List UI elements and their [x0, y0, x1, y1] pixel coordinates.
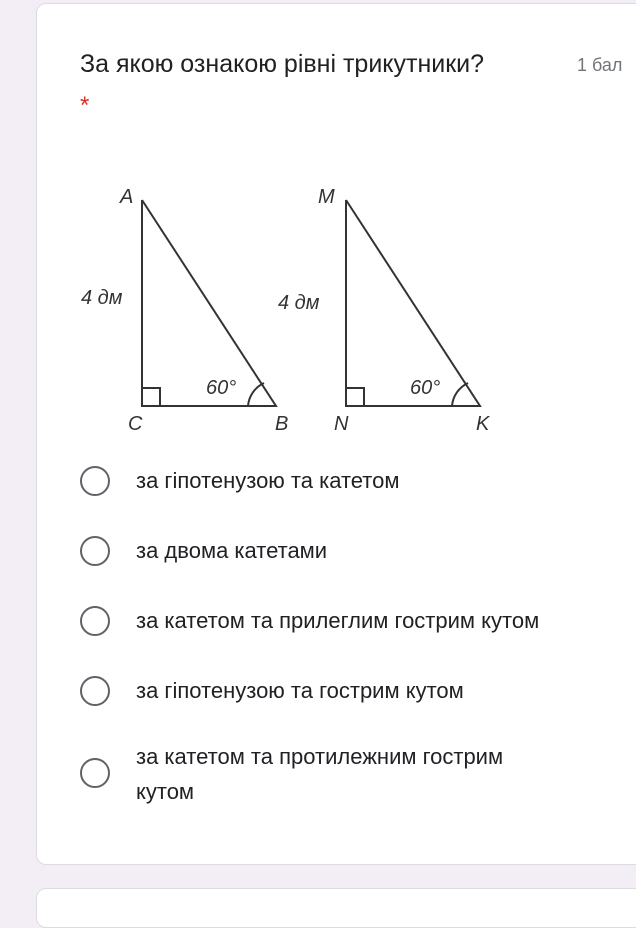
next-question-card: [36, 888, 636, 928]
vertex-n-label: N: [334, 413, 349, 435]
option-label-line1: за катетом та протилежним гострим: [136, 744, 504, 769]
angle-arc-b: [248, 383, 264, 406]
option-hypotenuse-leg[interactable]: [80, 462, 630, 502]
side-ac-label: 4 дм: [81, 287, 123, 309]
vertex-a-label: A: [120, 186, 134, 208]
option-label-line2: кутом: [136, 779, 195, 804]
radio-button[interactable]: [80, 758, 110, 788]
side-mn-label: 4 дм: [278, 292, 320, 314]
question-title: За якою ознакою рівні трикутники?: [80, 50, 485, 78]
triangle-mnk-outline: [346, 200, 480, 406]
option-label: за двома катетами: [136, 538, 328, 563]
triangle-mnk: [278, 186, 491, 435]
triangles-figure: [76, 178, 506, 440]
angle-arc-k: [452, 383, 468, 406]
right-angle-mark-c: [142, 388, 160, 406]
radio-button[interactable]: [80, 466, 110, 496]
option-label: за катетом та прилеглим гострим кутом: [136, 608, 540, 633]
option-leg-adjacent-angle[interactable]: [80, 602, 630, 642]
angle-b-label: 60°: [206, 377, 237, 399]
vertex-m-label: M: [318, 186, 335, 208]
vertex-k-label: K: [476, 413, 490, 435]
triangle-acb: [81, 186, 288, 435]
vertex-b-label: B: [275, 413, 289, 435]
vertex-c-label: C: [128, 413, 143, 435]
option-leg-opposite-angle[interactable]: [80, 740, 630, 812]
option-two-legs[interactable]: [80, 532, 630, 572]
radio-button[interactable]: [80, 606, 110, 636]
points-label: 1 бал: [577, 55, 623, 75]
angle-k-label: 60°: [410, 377, 441, 399]
option-hypotenuse-angle[interactable]: [80, 672, 630, 712]
right-angle-mark-n: [346, 388, 364, 406]
option-label: за гіпотенузою та катетом: [136, 468, 400, 493]
triangle-acb-outline: [142, 200, 276, 406]
option-label: за гіпотенузою та гострим кутом: [136, 678, 464, 703]
radio-button[interactable]: [80, 536, 110, 566]
required-asterisk: *: [80, 92, 90, 119]
radio-button[interactable]: [80, 676, 110, 706]
